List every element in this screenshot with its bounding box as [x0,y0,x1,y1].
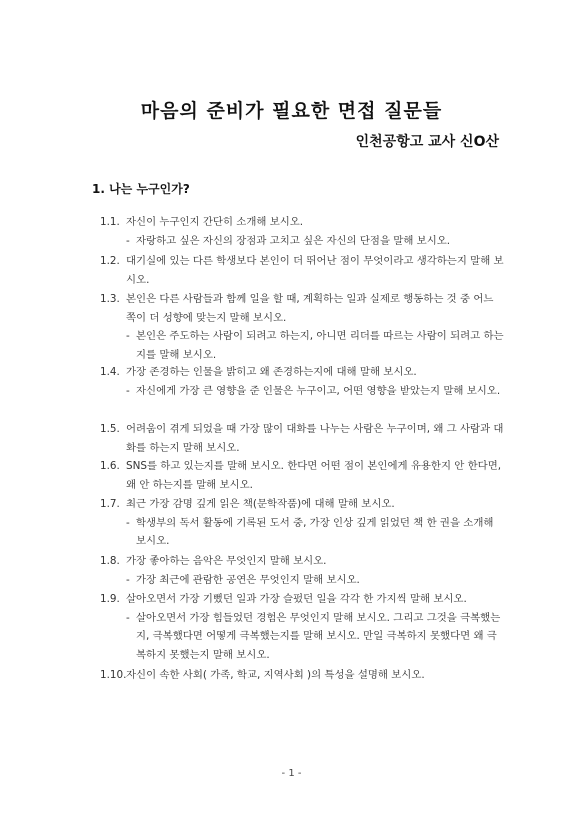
question-text: 살아오면서 가장 기뻤던 일과 가장 슬펐던 일을 각각 한 가지씩 말해 보시오. [126,593,467,605]
question-item-1-3 [100,290,506,364]
sub-question-text: 자랑하고 싶은 자신의 장점과 고치고 싶은 자신의 단점을 말해 보시오. [136,234,451,247]
question-number: 1.5. [100,423,120,435]
question-text: SNS를 하고 있는지를 말해 보시오. 한다면 어떤 점이 본인에게 유용한지 안 한다면, 왜 안 하는지를 말해 보시오. [126,460,502,491]
question-number: 1.9. [100,593,120,605]
sub-question-text: 본인은 주도하는 사람이 되려고 하는지, 아니면 리더를 따르는 사람이 되려고 하는지를 말해 보시오. [136,330,504,361]
sub-question: - 살아오면서 가장 힘들었던 경험은 무엇인지 말해 보시오. 그리고 그것을 극복했는지, 극복했다면 어떻게 극복했는지를 말해 보시오. 만일 극복하지 못했다면 왜 극복하지 못했는지 말해 보시오. [126,609,506,665]
question-item-1-10 [100,666,506,685]
question-item-1-5 [100,420,506,457]
question-number: 1.8. [100,555,120,567]
question-item-1-7 [100,495,506,551]
sub-question-text: 가장 최근에 관람한 공연은 무엇인지 말해 보시오. [136,573,360,586]
question-number: 1.7. [100,498,120,510]
question-text: 본인은 다른 사람들과 함께 일을 할 때, 계획하는 일과 실제로 행동하는 것 중 어느 쪽이 더 성향에 맞는지 말해 보시오. [126,293,494,324]
document-title: 마음의 준비가 필요한 면접 질문들 [140,100,443,122]
sub-question-text: 살아오면서 가장 힘들었던 경험은 무엇인지 말해 보시오. 그리고 그것을 극복했는지, 극복했다면 어떻게 극복했는지를 말해 보시오. 만일 극복하지 못했다면 왜 극복하지 못했는지 말해 보시오. [136,611,501,661]
question-number: 1.3. [100,293,120,305]
document-author: 인천공항고 교사 신O산 [355,134,499,150]
question-text: 자신이 누구인지 간단히 소개해 보시오. [126,216,304,228]
section-heading: 1. 나는 누구인가? [92,182,190,196]
question-number: 1.2. [100,255,120,267]
question-item-1-9 [100,590,506,664]
question-number: 1.6. [100,460,120,472]
question-item-1-4 [100,363,506,400]
question-text: 최근 가장 감명 깊게 읽은 책(문학작품)에 대해 말해 보시오. [126,498,395,510]
question-item-1-2 [100,252,506,289]
question-number: 1.10. [100,669,127,681]
sub-question: - 자신에게 가장 큰 영향을 준 인물은 누구이고, 어떤 영향을 받았는지 말해 보시오. [126,382,506,401]
page-number: - 1 - [281,768,302,779]
question-item-1-8 [100,552,506,589]
question-text: 어려움이 겪게 되었을 때 가장 많이 대화를 나누는 사람은 누구이며, 왜 그 사람과 대화를 하는지 말해 보시오. [126,423,504,454]
sub-question-text: 학생부의 독서 활동에 기록된 도서 중, 가장 인상 깊게 읽었던 책 한 권을 소개해 보시오. [136,516,494,547]
sub-question: - 가장 최근에 관람한 공연은 무엇인지 말해 보시오. [126,571,506,590]
sub-question: - 자랑하고 싶은 자신의 장점과 고치고 싶은 자신의 단점을 말해 보시오. [126,232,506,251]
question-text: 가장 좋아하는 음악은 무엇인지 말해 보시오. [126,555,327,567]
question-text: 자신이 속한 사회( 가족, 학교, 지역사회 )의 특성을 설명해 보시오. [126,669,425,681]
question-number: 1.1. [100,216,120,228]
question-item-1-6 [100,457,506,494]
question-text: 대기실에 있는 다른 학생보다 본인이 더 뛰어난 점이 무엇이라고 생각하는지 말해 보시오. [126,255,504,286]
question-item-1-1 [100,213,506,250]
sub-question: - 학생부의 독서 활동에 기록된 도서 중, 가장 인상 깊게 읽었던 책 한 권을 소개해 보시오. [126,514,506,551]
question-number: 1.4. [100,366,120,378]
sub-question-text: 자신에게 가장 큰 영향을 준 인물은 누구이고, 어떤 영향을 받았는지 말해 보시오. [136,384,501,397]
sub-question: - 본인은 주도하는 사람이 되려고 하는지, 아니면 리더를 따르는 사람이 되려고 하는지를 말해 보시오. [126,327,506,364]
question-text: 가장 존경하는 인물을 밝히고 왜 존경하는지에 대해 말해 보시오. [126,366,417,378]
